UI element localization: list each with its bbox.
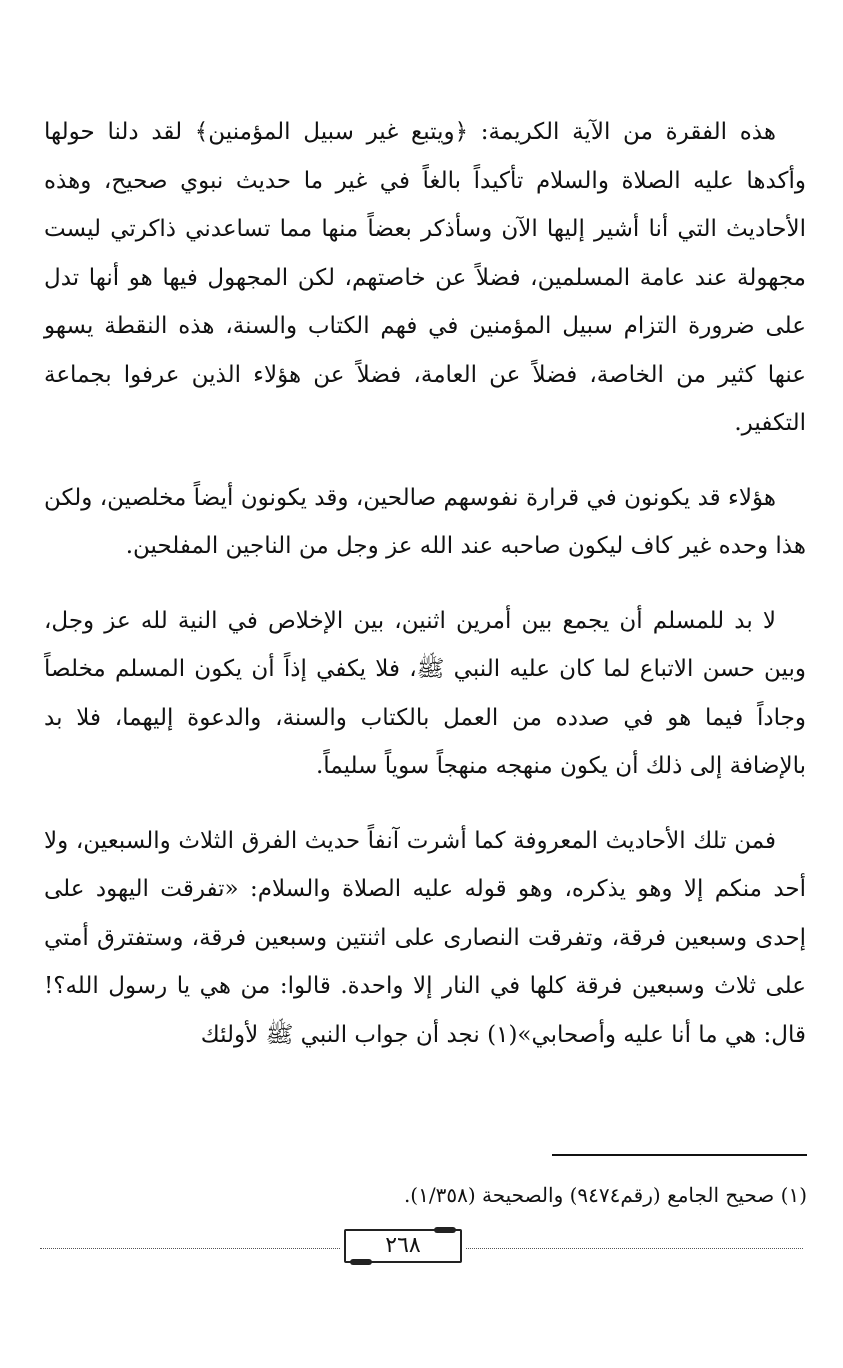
footnote-separator: [552, 1154, 807, 1156]
page-number-frame: [344, 1229, 462, 1263]
page-number: ٢٦٨: [385, 1233, 421, 1258]
paragraph-1: هذه الفقرة من الآية الكريمة: ﴿ويتبع غير سبيل المؤمنين﴾ لقد دلنا حولها وأكدها عليه الصلاة والسلام تأكيداً بالغاً في غير ما حديث نبوي صحيح، وهذه الأحاديث التي أنا أشير إليها الآن وسأذكر بعضاً منها مما تساعدني ذاكرتي ليست مجهولة عند عامة المسلمين، فضلاً عن خاصتهم، لكن المجهول فيها هو أنها تدل على ضرورة التزام سبيل المؤمنين في فهم الكتاب والسنة، هذه النقطة يسهو عنها كثير من الخاصة، فضلاً عن العامة، فضلاً عن هؤلاء الذين عرفوا بجماعة التكفير.: [44, 119, 806, 436]
paragraph-4: فمن تلك الأحاديث المعروفة كما أشرت آنفاً حديث الفرق الثلاث والسبعين، ولا أحد منكم إلا وهو يذكره، وهو قوله عليه الصلاة والسلام: «تفرقت اليهود على إحدى وسبعين فرقة، وتفرقت النصارى على اثنتين وسبعين فرقة، وستفترق أمتي على ثلاث وسبعين فرقة كلها في النار إلا واحدة. قالوا: من هي يا رسول الله؟! قال: هي ما أنا عليه وأصحابي»(١) نجد أن جواب النبي ﷺ لأولئك: [44, 827, 806, 1048]
footer-rule-right: [466, 1248, 803, 1249]
paragraph-2: هؤلاء قد يكونون في قرارة نفوسهم صالحين، وقد يكونون أيضاً مخلصين، ولكن هذا وحده غير كاف ليكون صاحبه عند الله عز وجل من الناجين المفلحين.: [44, 484, 806, 559]
main-text: [44, 108, 806, 1085]
paragraph-3: لا بد للمسلم أن يجمع بين أمرين اثنين، بين الإخلاص في النية لله عز وجل، وبين حسن الاتباع لما كان عليه النبي ﷺ، فلا يكفي إذاً أن يكون المسلم مخلصاً وجاداً فيما هو في صدده من العمل بالكتاب والسنة، والدعوة إليهما، فلا بد بالإضافة إلى ذلك أن يكون منهجه منهجاً سوياً سليماً.: [44, 607, 806, 779]
footer-rule-left: [40, 1248, 340, 1249]
footnote: (١) صحيح الجامع (رقم٩٤٧٤) والصحيحة (١/٣٥٨).: [403, 1183, 807, 1207]
